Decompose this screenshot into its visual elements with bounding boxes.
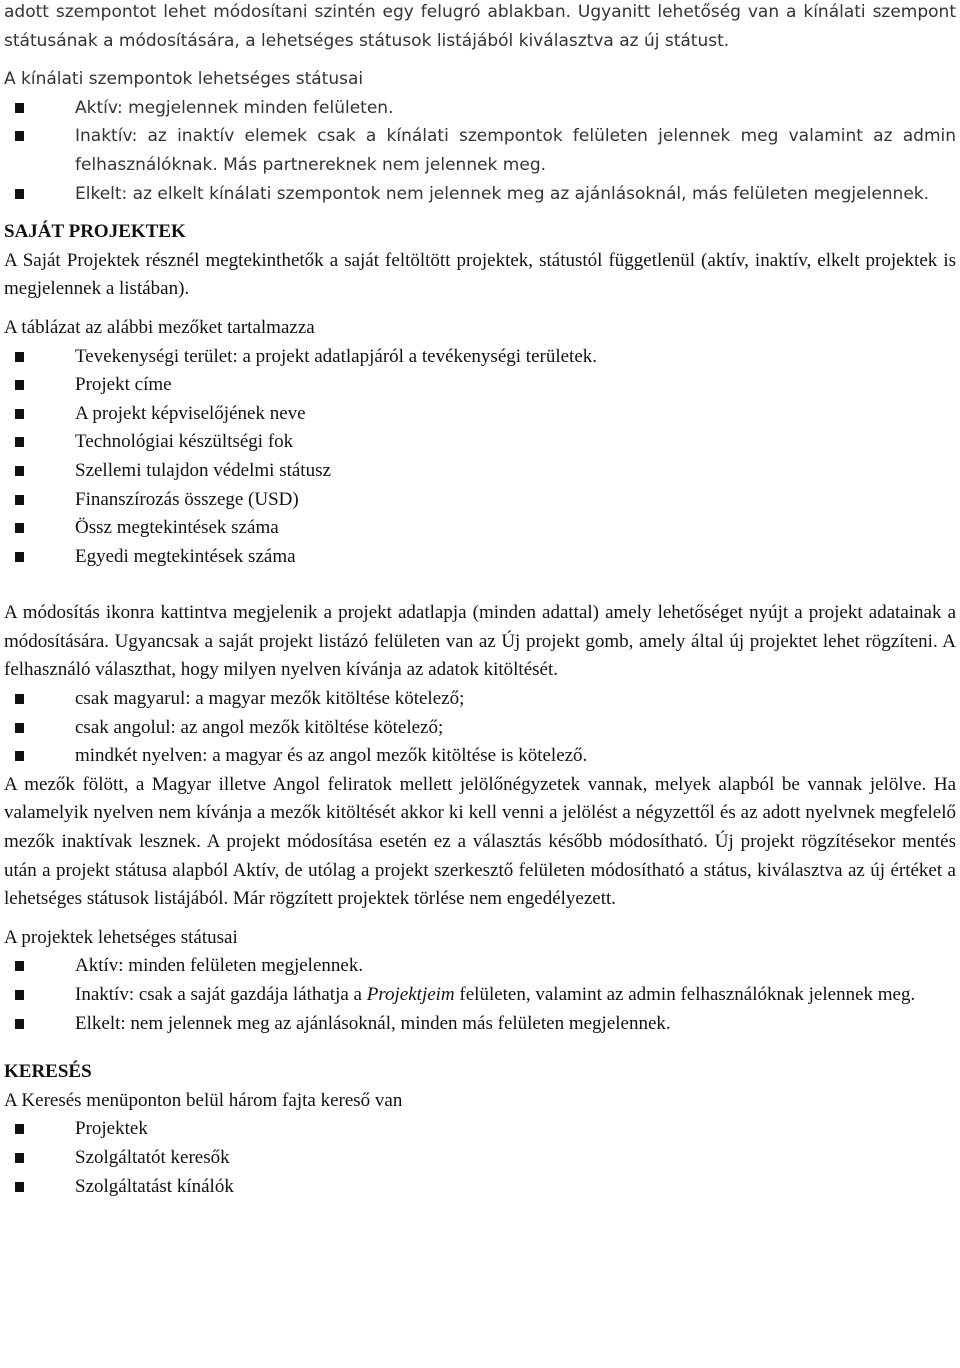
offer-statuses-list [4,94,956,208]
projektjeim-term: Projektjeim [366,984,455,1005]
bullet-icon [15,694,24,704]
bullet-icon [15,1019,24,1029]
intro-paragraph: adott szempontot lehet módosítani szintén egy felugró ablakban. Ugyanitt lehetőség van a kínálati szempont státusának a módosítására, a lehetséges státusok listájából kiválasztva az új státust. [4,2,956,51]
list-item: Szolgáltatót keresők [4,1144,956,1173]
bullet-icon [15,523,24,533]
bullet-icon [15,380,24,390]
bullet-icon [15,466,24,476]
list-item: Inaktív: az inaktív elemek csak a kínálati szempontok felületen jelennek meg valamint az admin felhasználóknak. Más partnereknek nem jelennek meg. [4,122,956,179]
list-item: csak angolul: az angol mezők kitöltése kötelező; [4,714,956,743]
list-item: Szolgáltatást kínálók [4,1173,956,1202]
list-item: Inaktív: csak a saját gazdája láthatja a Projektjeim felületen, valamint az admin felhasználóknak jelennek meg. [4,981,956,1010]
bullet-icon [15,495,24,505]
bullet-icon [15,990,24,1000]
list-item: Szellemi tulajdon védelmi státusz [4,457,956,486]
bullet-icon [15,961,24,971]
list-item: Aktív: megjelennek minden felületen. [4,94,956,123]
bullet-icon [15,131,24,141]
table-fields-list [4,343,956,572]
list-item: Össz megtekintések száma [4,514,956,543]
search-types-list [4,1115,956,1201]
checkbox-paragraph: A mezők fölött, a Magyar illetve Angol feliratok mellett jelölőnégyzetek vannak, melyek alapból be vannak jelölve. Ha valamelyik nyelven nem kívánja a mezők kitöltését akkor ki kell venni a jelölést a négyzettől és az adott nyelvnek megfelelő mezők inaktívak lesznek. A projekt módosítása esetén ez a választás később módosítható. Új projekt rögzítésekor mentés után a projekt státusa alapból Aktív, de utólag a projekt szerkesztő felületen módosítható a státus, kiválasztva az új értéket a lehetséges státusok listájából. Már rögzített projektek törlése nem engedélyezett. [4,773,956,910]
project-statuses-title: A projektek lehetséges státusai [4,926,238,948]
list-item: Tevekenységi terület: a projekt adatlapjáról a tevékenységi területek. [4,343,956,372]
list-item: Egyedi megtekintések száma [4,543,956,572]
project-statuses-list [4,952,956,1038]
own-projects-paragraph: A Saját Projektek résznél megtekinthetők a saját feltöltött projektek, státustól függetlenül (aktív, inaktív, elkelt projektek is megjelennek a listában). [4,249,956,300]
bullet-icon [15,103,24,113]
own-projects-heading: SAJÁT PROJEKTEK [4,221,186,243]
list-item: Technológiai készültségi fok [4,428,956,457]
list-item: csak magyarul: a magyar mezők kitöltése kötelező; [4,685,956,714]
bullet-icon [15,189,24,199]
list-item: Aktív: minden felületen megjelennek. [4,952,956,981]
list-item: Elkelt: nem jelennek meg az ajánlásoknál, minden más felületen megjelennek. [4,1010,956,1039]
bullet-icon [15,352,24,362]
list-item: Projektek [4,1115,956,1144]
language-options-list [4,685,956,771]
search-heading: KERESÉS [4,1061,92,1083]
list-item: Elkelt: az elkelt kínálati szempontok nem jelennek meg az ajánlásoknál, más felületen megjelennek. [4,180,956,209]
offer-statuses-title: A kínálati szempontok lehetséges státusai [4,69,364,90]
list-item: A projekt képviselőjének neve [4,400,956,429]
list-item: mindkét nyelven: a magyar és az angol mezők kitöltése is kötelező. [4,742,956,771]
list-item: Projekt címe [4,371,956,400]
bullet-icon [15,723,24,733]
table-fields-intro: A táblázat az alábbi mezőket tartalmazza [4,316,315,338]
bullet-icon [15,1153,24,1163]
bullet-icon [15,1182,24,1192]
document-page [4,0,956,1201]
bullet-icon [15,437,24,447]
edit-paragraph: A módosítás ikonra kattintva megjelenik a projekt adatlapja (minden adattal) amely lehetőséget nyújt a projekt adatainak a módosítására. Ugyancsak a saját projekt listázó felületen van az Új projekt gomb, amely által új projektet lehet rögzíteni. A felhasználó választhat, hogy milyen nyelven kívánja az adatok kitöltését. [4,602,956,681]
list-item: Finanszírozás összege (USD) [4,486,956,515]
bullet-icon [15,552,24,562]
search-intro: A Keresés menüponton belül három fajta kereső van [4,1089,403,1111]
bullet-icon [15,1124,24,1134]
bullet-icon [15,409,24,419]
bullet-icon [15,751,24,761]
